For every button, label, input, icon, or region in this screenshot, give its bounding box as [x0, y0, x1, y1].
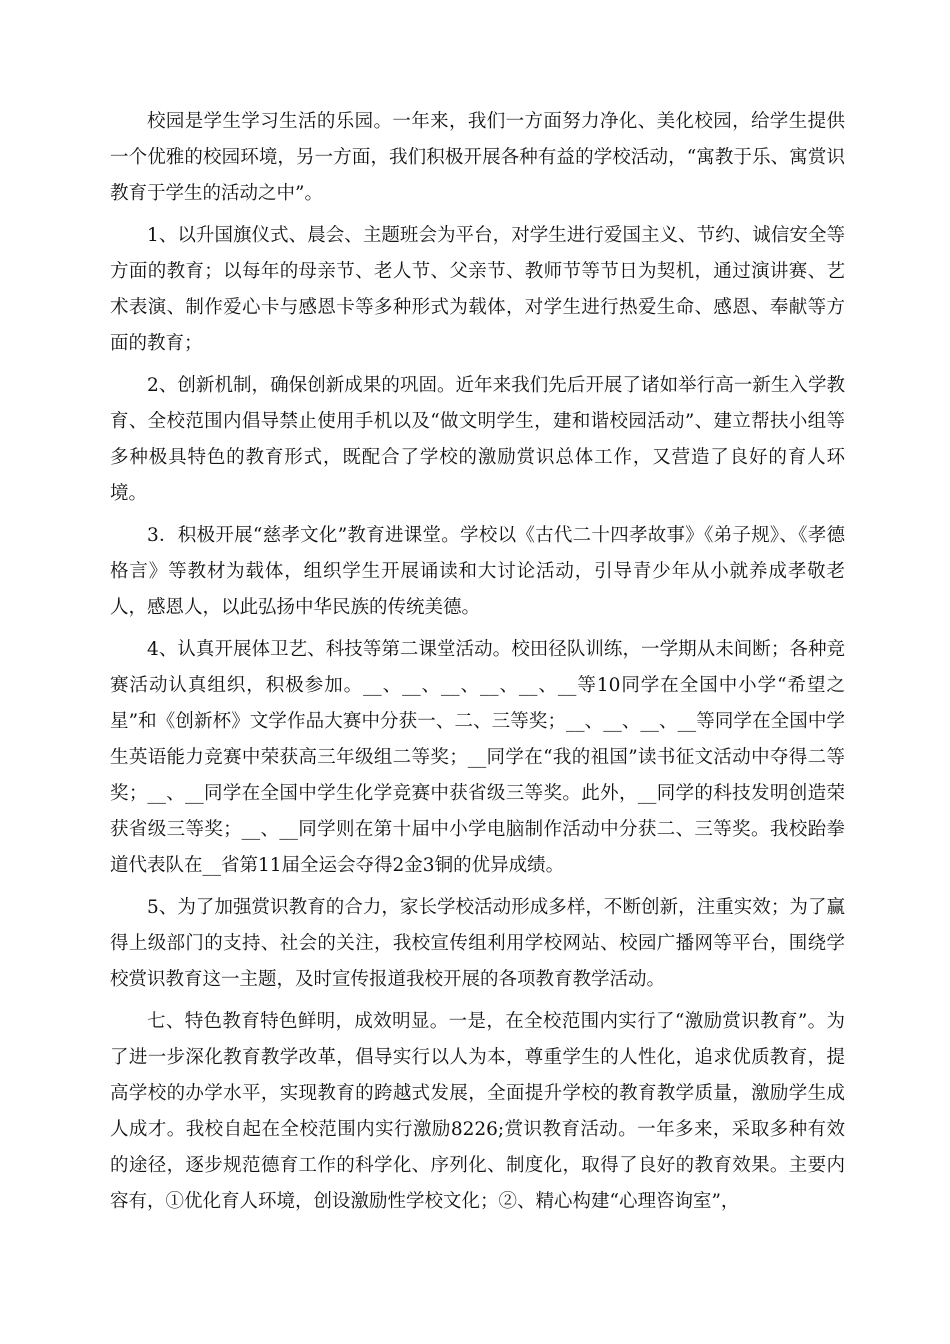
paragraph-item-2: 2、创新机制，确保创新成果的巩固。近年来我们先后开展了诸如举行高一新生入学教育、全校范围内倡导禁止使用手机以及“做文明学生，建和谐校园活动”、建立帮扶小组等多种极具特色的教育形式，既配合了学校的激励赏识总体工作，又营造了良好的育人环境。 — [110, 375, 845, 504]
paragraph-item-1: 1、以升国旗仪式、晨会、主题班会为平台，对学生进行爱国主义、节约、诚信安全等方面的教育；以每年的母亲节、老人节、父亲节、教师节等节日为契机，通过演讲赛、艺术表演、制作爱心卡与感恩卡等多种形式为载体，对学生进行热爱生命、感恩、奉献等方面的教育； — [110, 225, 845, 354]
paragraph-item-3: 3．积极开展“慈孝文化”教育进课堂。学校以《古代二十四孝故事》《弟子规》、《孝德格言》等教材为载体，组织学生开展诵读和大讨论活动，引导青少年从小就养成孝敬老人，感恩人，以此弘扬中华民族的传统美德。 — [110, 525, 845, 618]
paragraph-item-5: 5、为了加强赏识教育的合力，家长学校活动形成多样，不断创新，注重实效；为了赢得上级部门的支持、社会的关注，我校宣传组利用学校网站、校园广播网等平台，围绕学校赏识教育这一主题，及时宣传报道我校开展的各项教育教学活动。 — [110, 897, 845, 990]
paragraph-intro: 校园是学生学习生活的乐园。一年来，我们一方面努力净化、美化校园，给学生提供一个优雅的校园环境，另一方面，我们积极开展各种有益的学校活动，“寓教于乐、寓赏识教育于学生的活动之中”。 — [110, 111, 845, 204]
paragraph-item-4: 4、认真开展体卫艺、科技等第二课堂活动。校田径队训练，一学期从未间断；各种竞赛活动认真组织，积极参加。__、__、__、__、__、__等10同学在全国中小学“希望之星”和《创新杯》文学作品大赛中分获一、二、三等奖；__、__、__、__等同学在全国中学生英语能力竞赛中荣获高三年级组二等奖；__同学在“我的祖国”读书征文活动中夺得二等奖；__、__同学在全国中学生化学竞赛中获省级三等奖。此外，__同学的科技发明创造荣获省级三等奖；__、__同学则在第十届中小学电脑制作活动中分获二、三等奖。我校跆拳道代表队在__省第11届全运会夺得2金3铜的优异成绩。 — [110, 639, 845, 876]
paragraph-section-7: 七、特色教育特色鲜明，成效明显。一是，在全校范围内实行了“激励赏识教育”。为了进一步深化教育教学改革，倡导实行以人为本，尊重学生的人性化，追求优质教育，提高学校的办学水平，实现教育的跨越式发展，全面提升学校的教育教学质量，激励学生成人成才。我校自起在全校范围内实行激励8226;赏识教育活动。一年多来，采取多种有效的途径，逐步规范德育工作的科学化、序列化、制度化，取得了良好的教育效果。主要内容有，①优化育人环境，创设激励性学校文化；②、精心构建“心理咨询室”， — [110, 1011, 845, 1212]
document-body — [110, 104, 845, 1226]
